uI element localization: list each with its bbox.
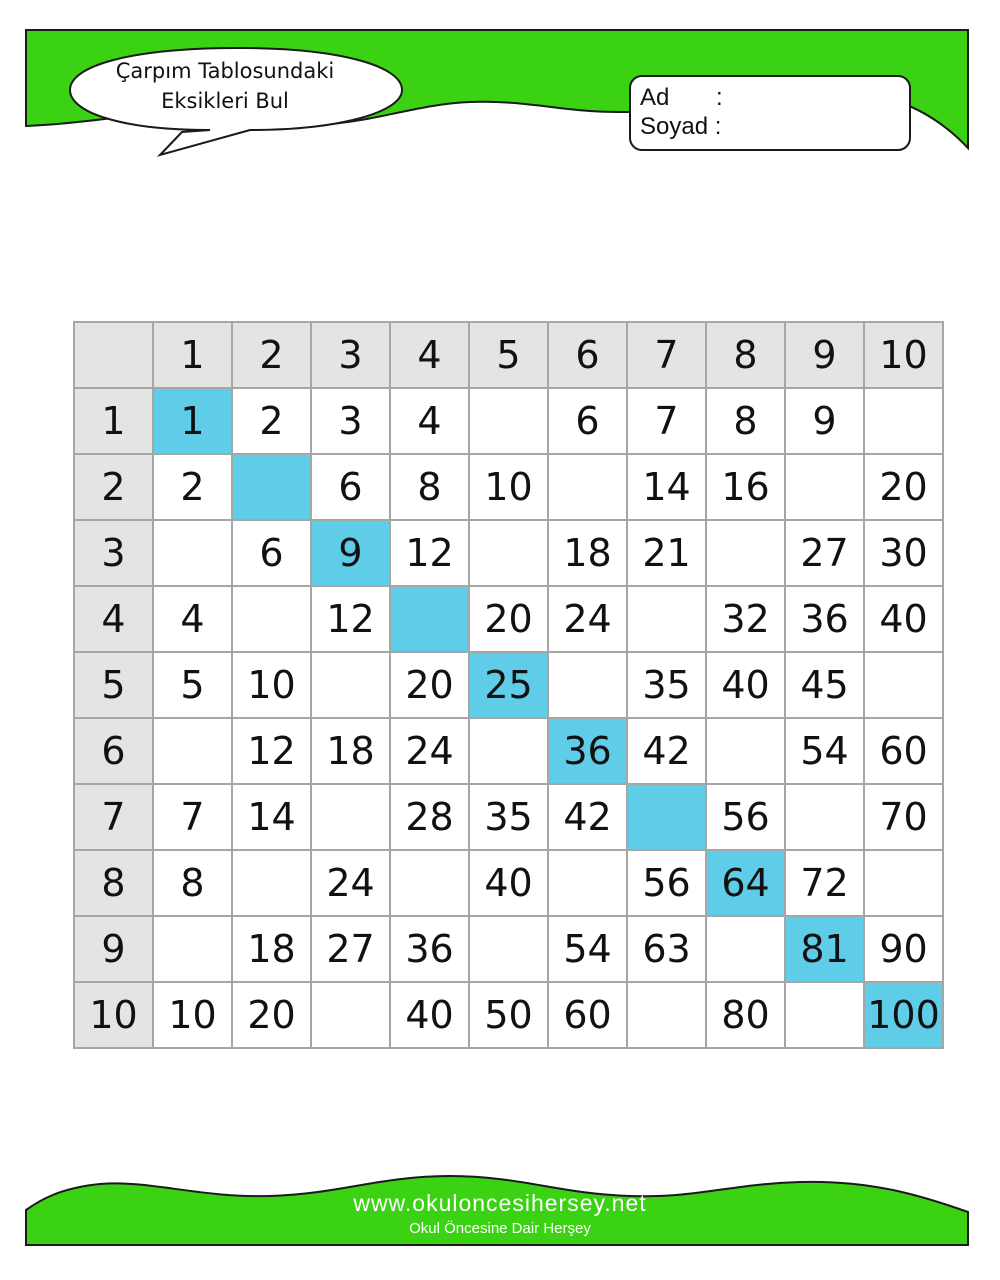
product-cell: 10	[232, 652, 311, 718]
column-header: 10	[864, 322, 943, 388]
product-cell: 12	[232, 718, 311, 784]
blank-answer-cell[interactable]	[469, 718, 548, 784]
product-cell: 30	[864, 520, 943, 586]
product-cell: 27	[311, 916, 390, 982]
product-cell: 90	[864, 916, 943, 982]
table-row	[74, 652, 943, 718]
product-cell: 14	[232, 784, 311, 850]
blank-answer-cell[interactable]	[390, 586, 469, 652]
product-cell: 10	[153, 982, 232, 1048]
table-row	[74, 586, 943, 652]
blank-answer-cell[interactable]	[706, 916, 785, 982]
product-cell: 7	[153, 784, 232, 850]
product-cell: 72	[785, 850, 864, 916]
product-cell: 54	[548, 916, 627, 982]
blank-answer-cell[interactable]	[864, 388, 943, 454]
blank-answer-cell[interactable]	[785, 982, 864, 1048]
header-row	[74, 322, 943, 388]
product-cell: 18	[232, 916, 311, 982]
product-cell: 4	[153, 586, 232, 652]
column-header: 6	[548, 322, 627, 388]
blank-answer-cell[interactable]	[469, 388, 548, 454]
blank-answer-cell[interactable]	[627, 982, 706, 1048]
product-cell: 8	[706, 388, 785, 454]
product-cell: 56	[706, 784, 785, 850]
blank-answer-cell[interactable]	[232, 850, 311, 916]
product-cell: 6	[232, 520, 311, 586]
product-cell: 80	[706, 982, 785, 1048]
row-header: 3	[74, 520, 153, 586]
row-header: 9	[74, 916, 153, 982]
row-header: 10	[74, 982, 153, 1048]
name-label: Ad :	[640, 84, 723, 111]
product-cell: 35	[469, 784, 548, 850]
table-row	[74, 718, 943, 784]
row-header: 8	[74, 850, 153, 916]
blank-answer-cell[interactable]	[548, 850, 627, 916]
worksheet-title	[100, 56, 350, 116]
product-cell: 36	[785, 586, 864, 652]
product-cell: 8	[390, 454, 469, 520]
table-row	[74, 982, 943, 1048]
product-cell: 42	[548, 784, 627, 850]
product-cell: 7	[627, 388, 706, 454]
product-cell: 70	[864, 784, 943, 850]
title-line-1: Çarpım Tablosundaki	[115, 59, 335, 83]
product-cell: 20	[469, 586, 548, 652]
product-cell: 14	[627, 454, 706, 520]
table-row	[74, 520, 943, 586]
website-link[interactable]: www.okuloncesihersey.net	[353, 1190, 647, 1216]
blank-answer-cell[interactable]	[153, 718, 232, 784]
product-cell: 6	[548, 388, 627, 454]
column-header: 9	[785, 322, 864, 388]
product-cell: 5	[153, 652, 232, 718]
product-cell: 24	[548, 586, 627, 652]
corner-cell	[74, 322, 153, 388]
product-cell: 10	[469, 454, 548, 520]
product-cell: 27	[785, 520, 864, 586]
table-row	[74, 388, 943, 454]
blank-answer-cell[interactable]	[548, 652, 627, 718]
table-row	[74, 454, 943, 520]
blank-answer-cell[interactable]	[311, 982, 390, 1048]
product-cell: 4	[390, 388, 469, 454]
column-header: 7	[627, 322, 706, 388]
product-cell: 2	[153, 454, 232, 520]
blank-answer-cell[interactable]	[706, 520, 785, 586]
blank-answer-cell[interactable]	[864, 850, 943, 916]
product-cell: 9	[311, 520, 390, 586]
blank-answer-cell[interactable]	[785, 454, 864, 520]
row-header: 5	[74, 652, 153, 718]
product-cell: 64	[706, 850, 785, 916]
product-cell: 6	[311, 454, 390, 520]
product-cell: 35	[627, 652, 706, 718]
blank-answer-cell[interactable]	[311, 784, 390, 850]
blank-answer-cell[interactable]	[153, 916, 232, 982]
product-cell: 18	[311, 718, 390, 784]
product-cell: 1	[153, 388, 232, 454]
blank-answer-cell[interactable]	[548, 454, 627, 520]
blank-answer-cell[interactable]	[469, 916, 548, 982]
blank-answer-cell[interactable]	[627, 784, 706, 850]
product-cell: 24	[311, 850, 390, 916]
blank-answer-cell[interactable]	[153, 520, 232, 586]
name-fields	[640, 83, 723, 141]
blank-answer-cell[interactable]	[469, 520, 548, 586]
table-row	[74, 916, 943, 982]
row-header: 1	[74, 388, 153, 454]
blank-answer-cell[interactable]	[706, 718, 785, 784]
column-header: 1	[153, 322, 232, 388]
product-cell: 21	[627, 520, 706, 586]
column-header: 3	[311, 322, 390, 388]
product-cell: 63	[627, 916, 706, 982]
product-cell: 9	[785, 388, 864, 454]
blank-answer-cell[interactable]	[232, 454, 311, 520]
product-cell: 40	[864, 586, 943, 652]
product-cell: 24	[390, 718, 469, 784]
product-cell: 20	[390, 652, 469, 718]
product-cell: 36	[548, 718, 627, 784]
product-cell: 40	[706, 652, 785, 718]
row-header: 2	[74, 454, 153, 520]
product-cell: 100	[864, 982, 943, 1048]
product-cell: 20	[232, 982, 311, 1048]
product-cell: 8	[153, 850, 232, 916]
table-row	[74, 784, 943, 850]
product-cell: 60	[864, 718, 943, 784]
product-cell: 12	[311, 586, 390, 652]
column-header: 5	[469, 322, 548, 388]
product-cell: 50	[469, 982, 548, 1048]
product-cell: 18	[548, 520, 627, 586]
row-header: 4	[74, 586, 153, 652]
blank-answer-cell[interactable]	[311, 652, 390, 718]
product-cell: 12	[390, 520, 469, 586]
footer-slogan: Okul Öncesine Dair Herşey	[409, 1220, 591, 1237]
title-line-2: Eksikleri Bul	[161, 89, 289, 113]
column-header: 8	[706, 322, 785, 388]
product-cell: 40	[469, 850, 548, 916]
blank-answer-cell[interactable]	[864, 652, 943, 718]
column-header: 2	[232, 322, 311, 388]
product-cell: 36	[390, 916, 469, 982]
blank-answer-cell[interactable]	[627, 586, 706, 652]
multiplication-table	[73, 321, 944, 1049]
product-cell: 54	[785, 718, 864, 784]
column-header: 4	[390, 322, 469, 388]
row-header: 7	[74, 784, 153, 850]
product-cell: 28	[390, 784, 469, 850]
product-cell: 32	[706, 586, 785, 652]
blank-answer-cell[interactable]	[232, 586, 311, 652]
blank-answer-cell[interactable]	[785, 784, 864, 850]
surname-label: Soyad :	[640, 113, 722, 140]
product-cell: 2	[232, 388, 311, 454]
product-cell: 42	[627, 718, 706, 784]
product-cell: 20	[864, 454, 943, 520]
table-row	[74, 850, 943, 916]
product-cell: 3	[311, 388, 390, 454]
product-cell: 60	[548, 982, 627, 1048]
product-cell: 45	[785, 652, 864, 718]
product-cell: 81	[785, 916, 864, 982]
product-cell: 56	[627, 850, 706, 916]
product-cell: 25	[469, 652, 548, 718]
row-header: 6	[74, 718, 153, 784]
product-cell: 40	[390, 982, 469, 1048]
blank-answer-cell[interactable]	[390, 850, 469, 916]
product-cell: 16	[706, 454, 785, 520]
